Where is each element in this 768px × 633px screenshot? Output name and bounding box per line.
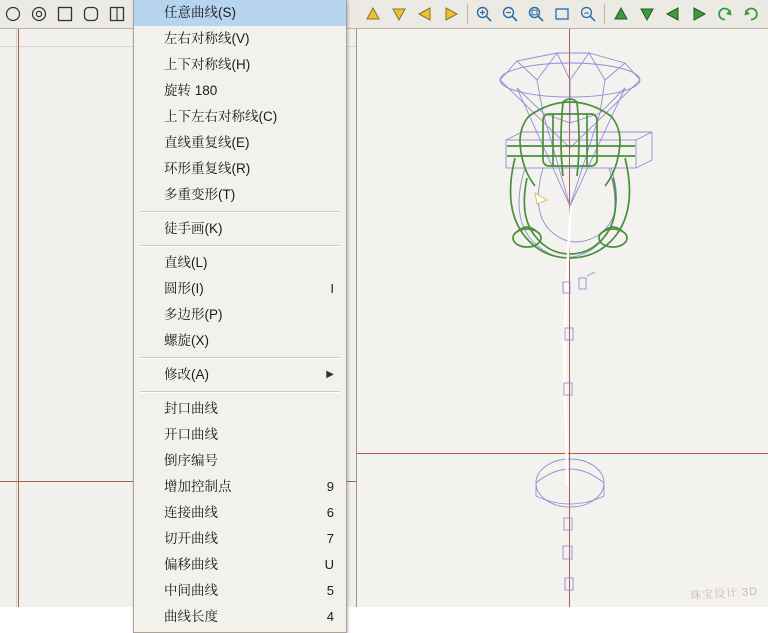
menu-item[interactable] <box>134 552 346 578</box>
triangle-left-green-icon[interactable] <box>661 2 685 26</box>
zoom-in-icon[interactable] <box>472 2 496 26</box>
context-menu-curve-tools[interactable] <box>133 0 347 633</box>
toolbar-group-view <box>360 1 768 27</box>
menu-item-label: 多边形(P) <box>164 307 223 322</box>
menu-item-label: 连接曲线 <box>164 505 218 520</box>
triangle-right-yellow-icon[interactable] <box>439 2 463 26</box>
menu-item-accelerator: 7 <box>326 531 334 546</box>
menu-item[interactable] <box>134 182 346 208</box>
menu-item-label: 上下对称线(H) <box>164 57 251 72</box>
menu-item-label: 任意曲线(S) <box>164 5 236 20</box>
menu-item-label: 中间曲线 <box>164 583 218 598</box>
menu-item[interactable] <box>134 362 346 388</box>
menu-item-label: 倒序编号 <box>164 453 218 468</box>
axis-vertical <box>18 28 19 607</box>
menu-item[interactable] <box>134 130 346 156</box>
triangle-left-yellow-icon[interactable] <box>413 2 437 26</box>
menu-separator <box>140 391 340 393</box>
menu-separator <box>140 245 340 247</box>
menu-item[interactable] <box>134 422 346 448</box>
menu-item-accelerator: 5 <box>326 583 334 598</box>
menu-item-label: 开口曲线 <box>164 427 218 442</box>
menu-item-label: 圆形(I) <box>164 281 204 296</box>
zoom-window-icon[interactable] <box>524 2 548 26</box>
menu-item[interactable] <box>134 396 346 422</box>
rounded-square-tool-icon[interactable] <box>79 2 103 26</box>
triangle-right-green-icon[interactable] <box>687 2 711 26</box>
menu-item-label: 切开曲线 <box>164 531 218 546</box>
zoom-out-icon[interactable] <box>498 2 522 26</box>
rotate-ccw-icon[interactable] <box>713 2 737 26</box>
half-square-tool-icon[interactable] <box>105 2 129 26</box>
menu-item[interactable] <box>134 52 346 78</box>
menu-item-label: 上下左右对称线(C) <box>164 109 278 124</box>
menu-item[interactable] <box>134 78 346 104</box>
menu-item-label: 多重变形(T) <box>164 187 236 202</box>
menu-item-label: 偏移曲线 <box>164 557 218 572</box>
menu-item[interactable] <box>134 526 346 552</box>
menu-item-label: 旋转 180 <box>164 83 218 98</box>
menu-item-label: 直线(L) <box>164 255 208 270</box>
triangle-down-yellow-icon[interactable] <box>387 2 411 26</box>
menu-item[interactable] <box>134 26 346 52</box>
menu-separator <box>140 211 340 213</box>
menu-item-accelerator: 6 <box>326 505 334 520</box>
menu-item-label: 直线重复线(E) <box>164 135 250 150</box>
toolbar-separator <box>604 4 605 24</box>
menu-item-label: 左右对称线(V) <box>164 31 250 46</box>
menu-item[interactable] <box>134 448 346 474</box>
menu-item-accelerator: 9 <box>326 479 334 494</box>
circle-tool-icon[interactable] <box>1 2 25 26</box>
menu-item[interactable] <box>134 0 346 26</box>
menu-item[interactable] <box>134 216 346 242</box>
menu-item-label: 徒手画(K) <box>164 221 223 236</box>
toolbar <box>0 0 768 29</box>
triangle-down-green-icon[interactable] <box>635 2 659 26</box>
menu-item[interactable] <box>134 276 346 302</box>
menu-item-accelerator: U <box>324 557 334 572</box>
menu-item[interactable] <box>134 604 346 630</box>
menu-item[interactable] <box>134 156 346 182</box>
menu-item[interactable] <box>134 250 346 276</box>
pan-hand-icon[interactable] <box>576 2 600 26</box>
menu-item-label: 封口曲线 <box>164 401 218 416</box>
chevron-right-icon: ▶ <box>326 369 334 380</box>
menu-item[interactable] <box>134 104 346 130</box>
menu-item[interactable] <box>134 500 346 526</box>
watermark-text: 珠宝设计 3D <box>689 585 759 603</box>
target-tool-icon[interactable] <box>27 2 51 26</box>
menu-item-label: 环形重复线(R) <box>164 161 251 176</box>
viewport-perspective[interactable] <box>357 28 768 607</box>
menu-item[interactable] <box>134 302 346 328</box>
workspace <box>0 28 768 607</box>
menu-item-accelerator: I <box>330 281 334 296</box>
menu-item-label: 增加控制点 <box>164 479 232 494</box>
menu-item[interactable] <box>134 578 346 604</box>
triangle-up-yellow-icon[interactable] <box>361 2 385 26</box>
menu-item-accelerator: 4 <box>326 609 334 624</box>
menu-item[interactable] <box>134 328 346 354</box>
toolbar-separator <box>467 4 468 24</box>
square-tool-icon[interactable] <box>53 2 77 26</box>
rotate-cw-icon[interactable] <box>739 2 763 26</box>
menu-item-label: 螺旋(X) <box>164 333 209 348</box>
jewelry-wireframe-model <box>357 28 768 607</box>
triangle-up-green-icon[interactable] <box>609 2 633 26</box>
menu-item-label: 修改(A) <box>164 367 209 382</box>
menu-item[interactable] <box>134 474 346 500</box>
menu-separator <box>140 357 340 359</box>
menu-item-label: 曲线长度 <box>164 609 218 624</box>
fit-window-icon[interactable] <box>550 2 574 26</box>
grid-line <box>16 28 17 607</box>
